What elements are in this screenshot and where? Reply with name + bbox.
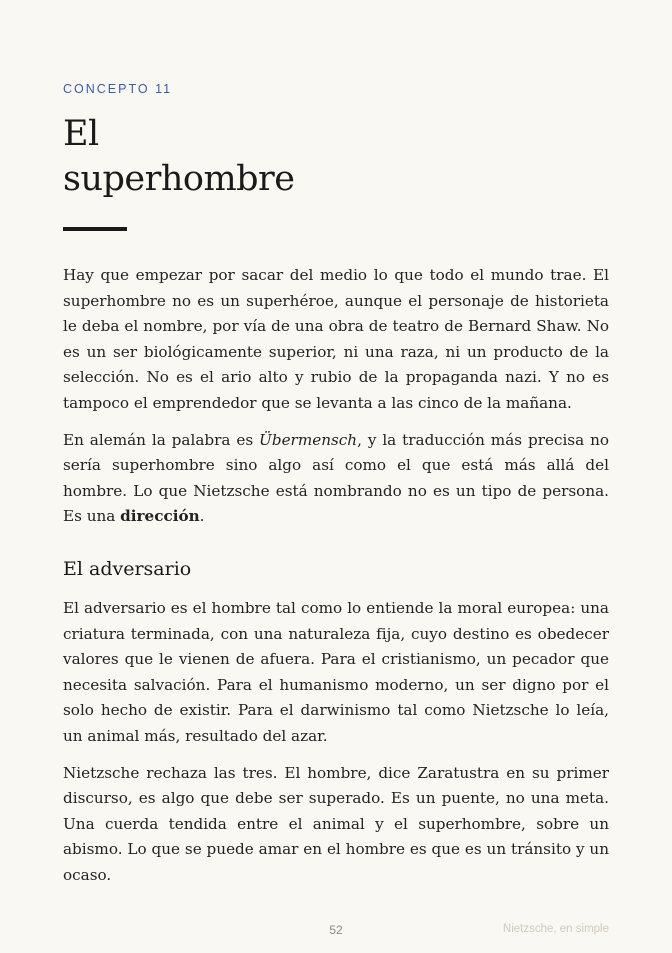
- title-line-1: El: [63, 114, 99, 154]
- page-number: 52: [329, 923, 343, 937]
- title-divider: [63, 227, 127, 231]
- body-text: [63, 263, 609, 899]
- intro-paragraph-1: Hay que empezar por sacar del medio lo que todo el mundo trae. El superhombre no es un superhéroe, aunque el personaje de historieta le deba el nombre, por vía de una obra de teatro de Bernard Shaw. No es un ser biológicamente superior, ni una raza, ni un producto de la selección. No es el ario alto y rubio de la propaganda nazi. Y no es tampoco el emprendedor que se levanta a las cinco de la mañana.: [63, 266, 609, 412]
- intro-p2-text-a: En alemán la palabra es: [63, 430, 260, 449]
- section-paragraph-2: Nietzsche rechaza las tres. El hombre, dice Zaratustra en su primer discurso, es algo que debe ser superado. Es un puente, no una meta. Una cuerda tendida entre el animal y el superhombre, sobre un abismo. Lo que se puede amar en el hombre es que es un tránsito y un ocaso.: [63, 763, 609, 884]
- section-paragraph-1: El adversario es el hombre tal como lo entiende la moral europea: una criatura terminada, con una naturaleza fija, cuyo destino es obedecer valores que le vienen de afuera. Para el cristianismo, un pecador que necesita salvación. Para el humanismo moderno, un ser digno por el solo hecho de existir. Para el darwinismo tal como Nietzsche lo leía, un animal más, resultado del azar.: [63, 598, 609, 745]
- intro-p2-text-c: .: [199, 507, 205, 526]
- page-title: [63, 112, 295, 202]
- intro-p2-term: Übermensch: [259, 430, 358, 449]
- intro-p2-bold: dirección: [120, 507, 200, 526]
- concept-label: CONCEPTO 11: [63, 82, 173, 96]
- intro-p2-text-b: , y la traducción más precisa no sería superhombre sino algo así como el que está más allá del hombre. Lo que Nietzsche está nombrando no es un tipo de persona. Es una: [63, 430, 609, 526]
- section-heading: El adversario: [63, 557, 192, 580]
- intro-paragraph-2: [63, 428, 609, 530]
- running-footer-title: Nietzsche, en simple: [502, 923, 609, 935]
- title-line-2: superhombre: [63, 159, 295, 199]
